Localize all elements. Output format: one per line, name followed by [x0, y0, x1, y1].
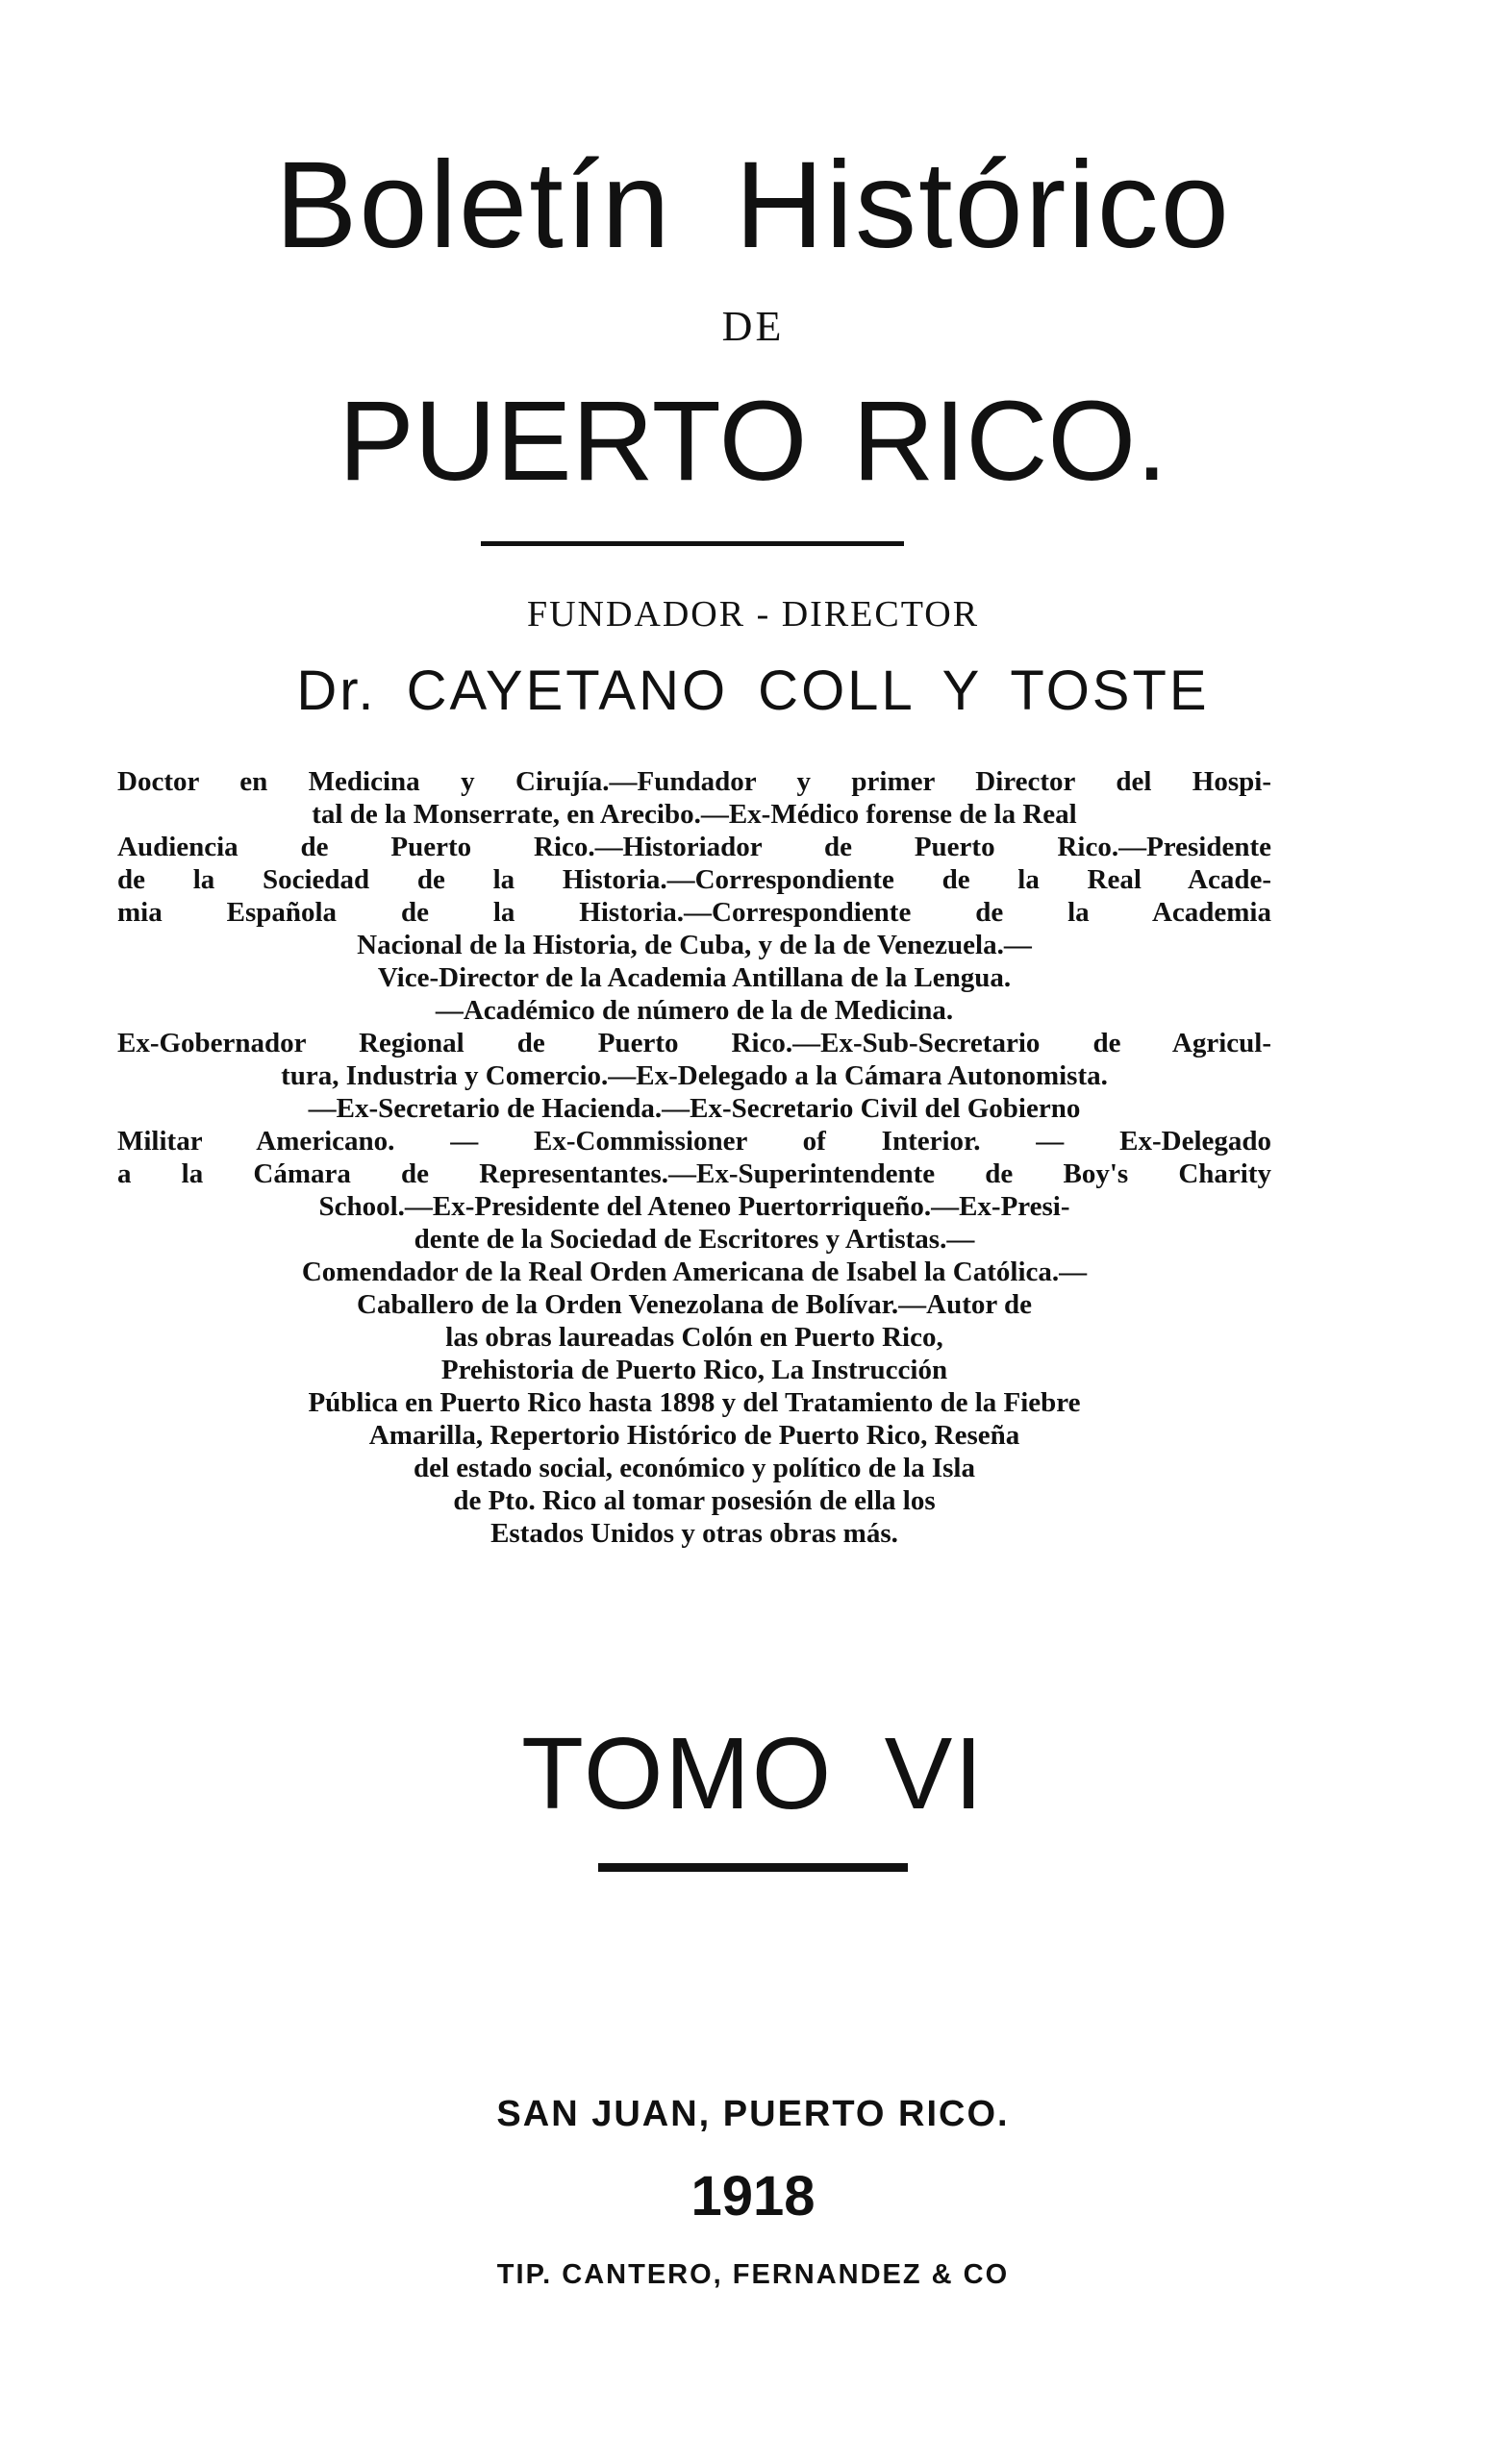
credential-line: Nacional de la Historia, de Cuba, y de la de Venezuela.—: [357, 930, 1032, 960]
title-divider: [481, 541, 904, 546]
credential-line: las obras laureadas Colón en Puerto Rico,: [445, 1322, 943, 1353]
credential-line: Prehistoria de Puerto Rico, La Instrucción: [440, 1355, 948, 1385]
title-connector: DE: [721, 303, 785, 350]
imprint-city: SAN JUAN, PUERTO RICO.: [496, 2094, 1010, 2134]
founder-label: FUNDADOR - DIRECTOR: [526, 594, 980, 635]
credential-line: Estados Unidos y otras obras más.: [490, 1518, 898, 1549]
credential-line: tura, Industria y Comercio.—Ex-Delegado a la Cámara Autonomista.: [281, 1060, 1108, 1091]
page-title: Boletín Histórico: [275, 137, 1231, 274]
volume-number: TOMO VI: [521, 1717, 985, 1830]
credential-line: dente de la Sociedad de Escritores y Artistas.—: [414, 1224, 975, 1255]
volume-divider: [598, 1863, 908, 1872]
credential-line: Ex-Gobernador Regional de Puerto Rico.—Ex-Sub-Secretario de Agricul-: [117, 1028, 1271, 1058]
credential-line: Doctor en Medicina y Cirujía.—Fundador y primer Director del Hospi-: [117, 766, 1271, 797]
credential-line: de Pto. Rico al tomar posesión de ella los: [453, 1485, 936, 1516]
credential-line: mia Española de la Historia.—Correspondiente de la Academia: [117, 897, 1271, 928]
title-place: PUERTO RICO.: [338, 378, 1167, 505]
credential-line: Pública en Puerto Rico hasta 1898 y del Tratamiento de la Fiebre: [308, 1387, 1081, 1418]
credential-line: Audiencia de Puerto Rico.—Historiador de Puerto Rico.—Presidente: [117, 832, 1271, 862]
credential-line: de la Sociedad de la Historia.—Correspondiente de la Real Acade-: [117, 864, 1271, 895]
credential-line: Vice-Director de la Academia Antillana de la Lengua.: [377, 962, 1012, 993]
credential-line: —Académico de número de la de Medicina.: [435, 995, 954, 1026]
imprint-year: 1918: [690, 2165, 816, 2228]
credential-line: Militar Americano. — Ex-Commissioner of Interior. — Ex-Delegado: [117, 1126, 1271, 1157]
credential-line: a la Cámara de Representantes.—Ex-Superintendente de Boy's Charity: [117, 1158, 1271, 1189]
credential-line: del estado social, económico y político de la Isla: [414, 1453, 975, 1483]
credential-line: School.—Ex-Presidente del Ateneo Puertorriqueño.—Ex-Presi-: [318, 1191, 1070, 1222]
imprint-printer: TIP. CANTERO, FERNANDEZ & CO: [496, 2259, 1010, 2290]
credential-line: Comendador de la Real Orden Americana de Isabel la Católica.—: [301, 1257, 1088, 1287]
credential-line: Caballero de la Orden Venezolana de Bolívar.—Autor de: [357, 1289, 1032, 1320]
credential-line: Amarilla, Repertorio Histórico de Puerto Rico, Reseña: [368, 1420, 1020, 1451]
director-name: Dr. CAYETANO COLL Y TOSTE: [296, 660, 1210, 722]
credential-line: tal de la Monserrate, en Arecibo.—Ex-Médico forense de la Real: [312, 799, 1077, 830]
credentials-block: [117, 765, 1271, 1550]
credential-line: —Ex-Secretario de Hacienda.—Ex-Secretario Civil del Gobierno: [308, 1093, 1081, 1124]
